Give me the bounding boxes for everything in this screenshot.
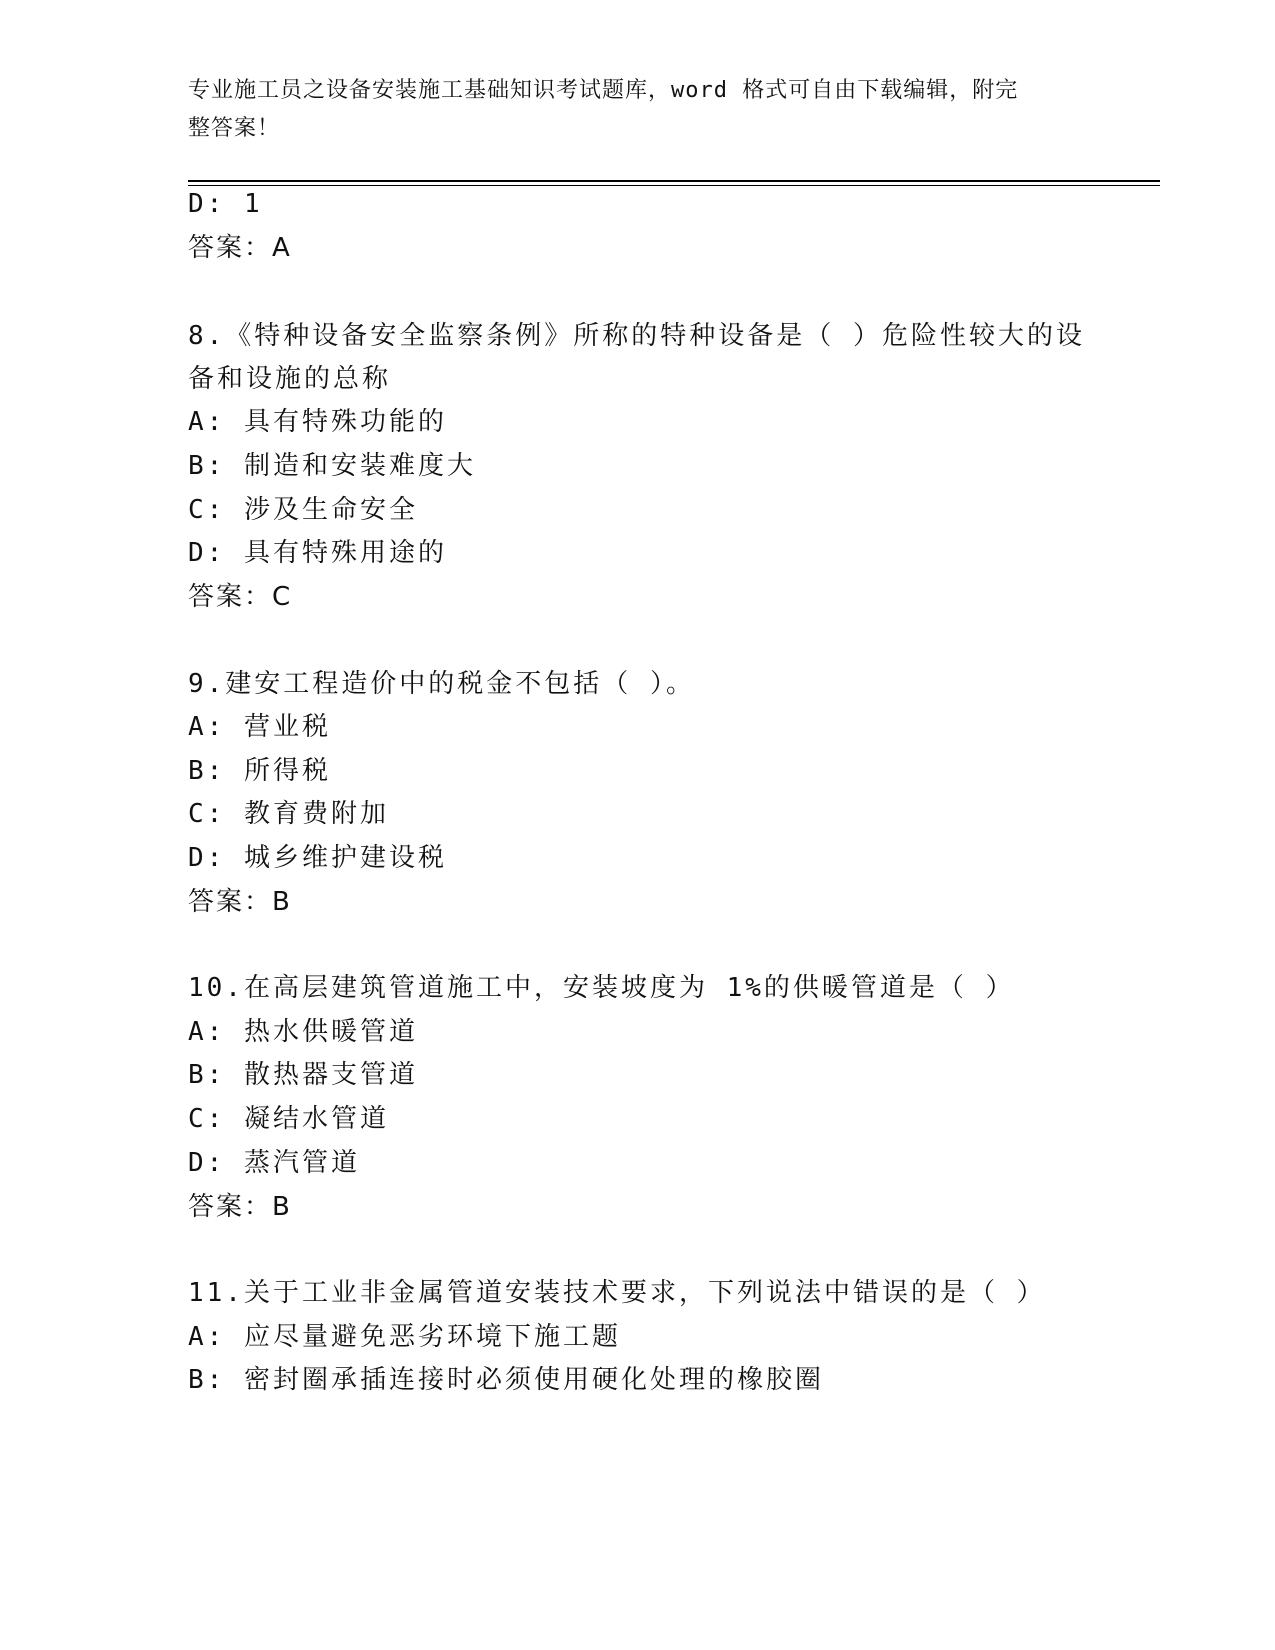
q10-option-a: A: 热水供暖管道 <box>188 1017 418 1047</box>
q10-stem: 10.在高层建筑管道施工中，安装坡度为 1%的供暖管道是（ ） <box>188 973 1015 1003</box>
q9-option-c: C: 教育费附加 <box>188 799 389 829</box>
header-divider-thin <box>188 185 1160 186</box>
q8-option-c: C: 涉及生命安全 <box>188 495 418 525</box>
q10-answer: 答案：B <box>188 1192 292 1222</box>
q10-option-b: B: 散热器支管道 <box>188 1060 418 1090</box>
q10-option-d: D: 蒸汽管道 <box>188 1148 360 1178</box>
q9-answer: 答案：B <box>188 887 292 917</box>
header-divider-thick <box>188 180 1160 182</box>
q8-answer: 答案：C <box>188 582 293 612</box>
q8-option-d: D: 具有特殊用途的 <box>188 538 447 568</box>
q8-stem-line-1: 8.《特种设备安全监察条例》所称的特种设备是（ ）危险性较大的设 <box>188 321 1085 351</box>
q8-stem-line-2: 备和设施的总称 <box>188 364 392 394</box>
header-line-1: 专业施工员之设备安装施工基础知识考试题库，word 格式可自由下载编辑，附完 <box>188 78 1019 103</box>
q11-option-a: A: 应尽量避免恶劣环境下施工题 <box>188 1322 621 1352</box>
prev-answer: 答案：A <box>188 233 292 263</box>
q8-option-a: A: 具有特殊功能的 <box>188 407 447 437</box>
header-line-2: 整答案！ <box>188 116 281 141</box>
q8-option-b: B: 制造和安装难度大 <box>188 451 476 481</box>
q10-option-c: C: 凝结水管道 <box>188 1104 389 1134</box>
q9-stem: 9.建安工程造价中的税金不包括（ ）。 <box>188 669 695 699</box>
q9-option-b: B: 所得税 <box>188 756 331 786</box>
prev-option-d: D: 1 <box>188 189 263 219</box>
document-header <box>188 72 1068 148</box>
q9-option-d: D: 城乡维护建设税 <box>188 843 447 873</box>
q11-option-b: B: 密封圈承插连接时必须使用硬化处理的橡胶圈 <box>188 1365 824 1395</box>
q9-option-a: A: 营业税 <box>188 712 331 742</box>
q11-stem: 11.关于工业非金属管道安装技术要求，下列说法中错误的是（ ） <box>188 1278 1046 1308</box>
